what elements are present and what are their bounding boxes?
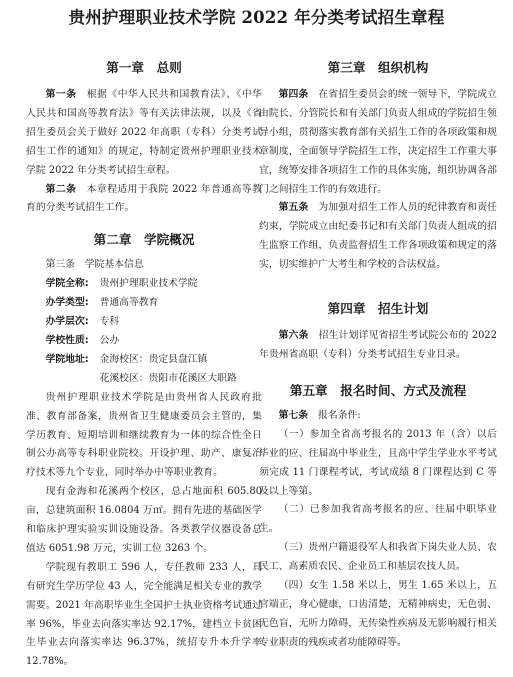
info-row — [26, 313, 262, 332]
chapter-1-heading: 第一章 总则 — [106, 60, 182, 75]
right-column — [259, 46, 497, 653]
college-overview-paragraph: 贵州护理职业技术学院是由贵州省人民政府批准、教育部备案，贵州省卫生健康委员会主管的，集学历教育、短期培训和继续教育为一体的综合性全日制公办高等专科职业院校。开设护理、助产、康复治疗技术等九个专业，同时举办中等职业教育。 — [26, 391, 262, 479]
article-6-text: 招生计划详见省招生考试院公布的 2022 年贵州省高职（专科）分类考试招生专业目录。 — [259, 330, 497, 360]
info-label: 办学类型: — [45, 297, 89, 309]
article-2 — [26, 181, 262, 219]
chapter-5-heading: 第五章 报名时间、方式及流程 — [289, 382, 467, 398]
eligibility-list — [259, 426, 497, 653]
info-value: 花溪校区：贵阳市花溪区大职路 — [99, 372, 237, 384]
info-label: 办学层次: — [45, 316, 89, 328]
article-2-label: 第二条 — [45, 183, 77, 195]
article-1-label: 第一条 — [45, 89, 77, 100]
article-1-text: 根据《中华人民共和国教育法》、《中华人民共和国高等教育法》等有关法律法规，以及《省招生委员会关于做好 2022 年高职（专科）分类考试招生工作的通知》的规定，特制定贵州护理职业技术学院 2022 年分类考试招生章程。 — [26, 89, 262, 176]
info-value: 贵州护理职业技术学院 — [99, 278, 198, 290]
article-1 — [26, 86, 262, 181]
info-row — [26, 351, 262, 370]
info-row — [26, 332, 262, 351]
article-5 — [259, 199, 497, 275]
info-row — [26, 275, 262, 294]
info-value: 专科 — [99, 316, 120, 328]
article-4-text: 在省招生委员会的统一领导下，学院成立由院长、分管院长和有关部门负责人组成的学院招生领导小组，贯彻落实教育部有关招生工作的各项政策和规章制度，全面领导学院招生工作，决定招生工作重大事宜，统筹安排各项招生工作的具体实施，组织协调各部门之间招生工作的有效进行。 — [259, 89, 497, 195]
document-title: 贵州护理职业技术学院 2022 年分类考试招生章程 — [68, 8, 445, 27]
article-5-text: 为加强对招生工作人员的纪律教育和责任约束，学院成立由纪委书记和有关部门负责人组成的招生监察工作组，负责监督招生工作各项政策和规定的落实，切实维护广大考生和学校的合法权益。 — [259, 202, 497, 271]
article-5-label: 第五条 — [278, 202, 309, 214]
staff-outcomes-paragraph: 学院现有教职工 596 人，专任教师 233 人，具有研究生学历学位 43 人，完全能满足相关专业的教学需要。2021 年高职毕业生全国护士执业资格考试通过率 96%，毕业去向落实率达 92.17%，建档立卡贫困生毕业去向落实率达 96.37%，统招专升本升学率 12.78%。 — [26, 561, 262, 668]
list-item: （一）参加全省高考报名的 2013 年（含）以后毕业的应、往届高中毕业生，且高中学生学业水平考试须完成 11 门课程考试，考试成绩 8 门课程达到 C 等及以上等第。 — [259, 428, 497, 497]
article-6-label: 第六条 — [278, 330, 309, 342]
info-value: 普通高等教育 — [99, 297, 159, 309]
info-row — [26, 370, 262, 389]
article-3: 第三条 学院基本信息 — [45, 259, 144, 271]
article-2-text: 本章程适用于我院 2022 年普通高等教育的分类考试招生工作。 — [26, 183, 262, 214]
list-item: （三）贵州户籍退役军人和我省下岗失业人员、农民工、高素质农民、企业员工和基层农技人员。 — [259, 542, 497, 573]
article-4-label: 第四条 — [278, 89, 309, 100]
article-7-text: 报名条件: — [318, 409, 361, 421]
list-item: （四）女生 1.58 米以上，男生 1.65 米以上，五官端正，身心健康，口齿清楚，无精神病史，无色弱、无色盲，无听力障碍，无传染性疾病及无影响履行相关专业职责的残疾或者功能障碍等。 — [259, 580, 497, 648]
college-info-list — [26, 275, 262, 388]
chapter-4-heading: 第四章 招生计划 — [327, 301, 429, 317]
article-4 — [259, 86, 497, 199]
article-7 — [259, 407, 497, 426]
campus-facilities-paragraph: 现有金海和花溪两个校区，总占地面积 605.80 亩，总建筑面积 16.0804 万㎡。拥有先进的基础医学和临床护理实验实训设施设备。各类教学仪器设备总值达 6051.98 万元，实训工位 3263 个。 — [26, 486, 262, 554]
article-6 — [259, 327, 497, 365]
chapter-2-heading: 第二章 学院概况 — [93, 232, 195, 248]
info-value: 公办 — [99, 334, 120, 346]
info-label: 学院全称: — [45, 278, 89, 290]
info-label: 学校性质: — [45, 334, 89, 346]
info-label: 学院地址: — [45, 353, 89, 365]
chapter-3-heading: 第三章 组织机构 — [327, 60, 429, 75]
article-7-label: 第七条 — [278, 409, 309, 421]
list-item: （二）已参加我省高考报名的应、往届中职毕业生。 — [259, 504, 497, 535]
info-value: 金海校区：贵定县盘江镇 — [99, 353, 208, 365]
info-row — [26, 294, 262, 313]
left-column — [26, 46, 262, 672]
